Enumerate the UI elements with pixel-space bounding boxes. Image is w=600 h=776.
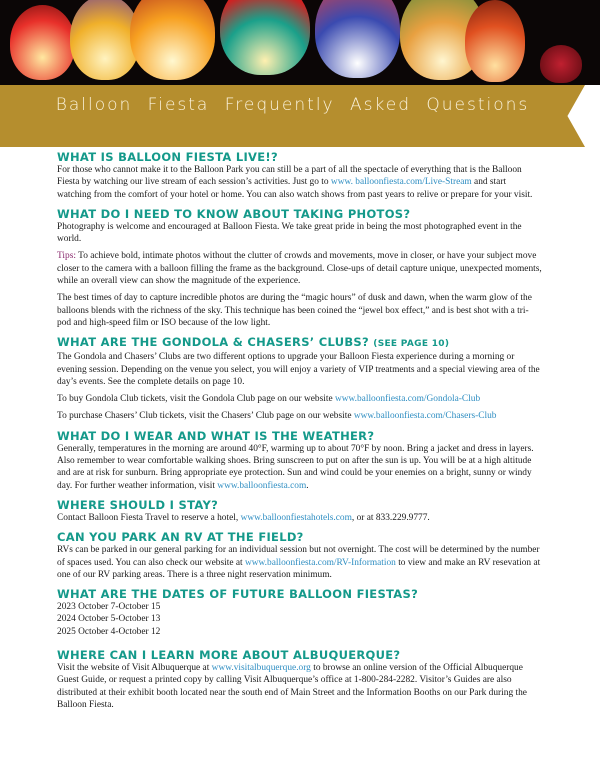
text: To achieve bold, intimate photos without the clutter of crowds and movements, move in closer, or have your subject move closer to the camera with a balloon filling the frame as the background. Close-ups of detail capture unique, unexpected moments, while an overall view can show the magnitude of the experience. <box>57 251 542 287</box>
text: Generally, temperatures in the morning are around 40°F, warming up to about 70°F by noon. Bring a jacket and dress in layers. Also remember to wear comfortable walking shoes. Bring sunscreen to put on after the sun is up. You will be at a high altitude and are at risk for sunburn. Bring appropriate eye protection. Sun and wind could be your enemies on a bright, sunny or windy day. For further weather information, visit <box>57 443 534 491</box>
faq-stay <box>57 498 542 524</box>
date-item: 2023 October 7-October 15 <box>57 602 161 613</box>
faq-answer <box>57 393 542 405</box>
faq-albuquerque <box>57 648 542 711</box>
text: Contact Balloon Fiesta Travel to reserve a hotel, <box>57 512 241 523</box>
faq-rv <box>57 530 542 581</box>
faq-live <box>57 150 542 201</box>
text: RVs can be parked in our general parking for an individual session but not overnight. The cost will be determined by the number of spaces used. You can also check our website at <box>57 545 540 568</box>
heading-sub: (SEE PAGE 10) <box>373 339 450 350</box>
faq-heading: WHAT ARE THE DATES OF FUTURE BALLOON FIESTAS? <box>57 587 419 602</box>
live-stream-link[interactable]: www. balloonfiesta.com/Live-Stream <box>330 177 472 188</box>
faq-content <box>57 150 542 717</box>
page-title: Balloon Fiesta Frequently Asked Questions <box>55 95 530 115</box>
text: To buy Gondola Club tickets, visit the Gondola Club page on our website <box>57 394 335 405</box>
text: to view and make an RV resevation at one of our RV parking areas. There is a three night reservation minimum. <box>57 557 541 580</box>
faq-clubs <box>57 335 542 422</box>
date-item: 2025 October 4-October 12 <box>57 626 161 637</box>
faq-answer: The Gondola and Chasers’ Clubs are two different options to upgrade your Balloon Fiesta experience during a morning or evening session. Depending on the venue you select, you will enjoy a variety of VIP treatments and a special viewing area of the day’s events. See the complete details on page 10. <box>57 352 540 387</box>
text: Visit the website of Visit Albuquerque at <box>57 663 212 674</box>
faq-heading: WHAT IS BALLOON FIESTA LIVE!? <box>57 150 278 164</box>
chasers-club-link[interactable]: www.balloonfiesta.com/Chasers-Club <box>353 411 497 422</box>
faq-answer <box>57 410 542 422</box>
faq-answer <box>57 443 542 492</box>
faq-answer: The best times of day to capture incredible photos are during the “magic hours” of dusk and dawn, when the warm glow of the balloons blends with the richness of the sky. This technique has been coined the “jewel box effect,” and is best shot with a tri-pod and high-speed film or ISO because of the low light. <box>57 293 532 328</box>
faq-heading: CAN YOU PARK AN RV AT THE FIELD? <box>57 530 304 545</box>
tips-label: Tips: <box>57 251 76 262</box>
faq-heading: WHAT DO I WEAR AND WHAT IS THE WEATHER? <box>57 428 375 443</box>
text: , or at 833.229.9777. <box>351 512 430 523</box>
faq-tips <box>57 250 542 287</box>
heading-text: WHAT ARE THE GONDOLA & CHASERS’ CLUBS? <box>57 335 369 350</box>
faq-answer <box>57 544 542 581</box>
faq-answer <box>57 164 542 201</box>
rv-info-link[interactable]: www.balloonfiesta.com/RV-Information <box>244 557 396 568</box>
faq-heading: WHERE SHOULD I STAY? <box>57 497 219 512</box>
faq-answer <box>57 512 542 524</box>
faq-photos <box>57 207 542 329</box>
faq-weather <box>57 429 542 492</box>
balloonfiesta-link[interactable]: www.balloonfiesta.com <box>217 480 307 491</box>
faq-dates <box>57 587 542 638</box>
faq-answer: Photography is welcome and encouraged at Balloon Fiesta. We take great pride in being the most photographed event in the world. <box>57 221 522 245</box>
faq-heading: WHAT DO I NEED TO KNOW ABOUT TAKING PHOTOS? <box>57 206 411 221</box>
text: . <box>306 480 309 491</box>
faq-answer <box>57 662 542 711</box>
hero-balloon-photo <box>0 0 600 85</box>
text: To purchase Chasers’ Club tickets, visit the Chasers’ Club page on our website <box>57 411 354 422</box>
text: to browse an online version of the Official Albuquerque Guest Guide, or request a printed copy by calling Visit Albuquerque’s office at 1-800-284-2282. Visitor’s Guides are also distributed at their exhibit booth located near the south end of Main Street and the Information Booths on our Park during the Balloon Fiesta. <box>57 663 527 710</box>
faq-heading <box>57 335 542 351</box>
visit-albuquerque-link[interactable]: www.visitalbuquerque.org <box>211 663 311 674</box>
hotels-link[interactable]: www.balloonfiestahotels.com <box>240 512 352 523</box>
gondola-club-link[interactable]: www.balloonfiesta.com/Gondola-Club <box>334 394 481 405</box>
date-item: 2024 October 5-October 13 <box>57 614 161 625</box>
text: For those who cannot make it to the Balloon Park you can still be a part of all the spectacle of everything that is the Balloon Fiesta by watching our live stream of each session’s activities. Just go to <box>57 165 522 188</box>
faq-heading: WHERE CAN I LEARN MORE ABOUT ALBUQUERQUE? <box>57 648 401 663</box>
text: and start watching from the comfort of your hotel or home. You can also watch shows from past years to relive or prepare for your visit. <box>57 177 533 200</box>
